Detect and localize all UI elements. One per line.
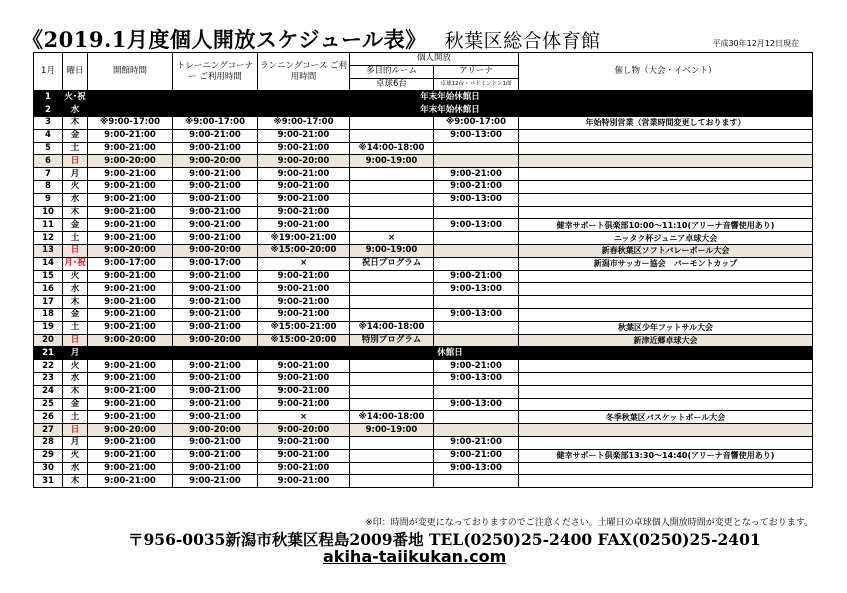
time-cell: 9:00-21:00	[173, 206, 258, 219]
event-cell	[519, 270, 813, 283]
time-cell: 9:00-19:00	[350, 424, 434, 437]
event-cell: 新潟市サッカー協会 バーモントカップ	[519, 257, 813, 270]
day-cell: 5	[34, 142, 63, 155]
table-row	[34, 206, 813, 219]
table-row	[34, 155, 813, 168]
time-cell	[350, 385, 434, 398]
table-row	[34, 91, 813, 104]
weekday-cell: 月	[63, 436, 88, 449]
time-cell: 9:00-17:00	[173, 257, 258, 270]
as-of-date: 平成30年12月12日現在	[712, 39, 799, 48]
day-cell: 1	[34, 91, 63, 104]
table-row	[34, 244, 813, 257]
day-cell: 22	[34, 360, 63, 373]
time-cell: ※9:00-17:00	[258, 116, 350, 129]
event-cell: 秋葉区少年フットサル大会	[519, 321, 813, 334]
table-row	[34, 475, 813, 488]
time-cell: 9:00-20:00	[88, 424, 173, 437]
event-cell: 新津近郷卓球大会	[519, 334, 813, 347]
day-cell: 26	[34, 411, 63, 424]
time-cell: 9:00-21:00	[258, 168, 350, 181]
time-cell: ※9:00-17:00	[88, 116, 173, 129]
table-row	[34, 385, 813, 398]
time-cell: 9:00-21:00	[88, 232, 173, 245]
event-cell: 年始特別営業（営業時間変更しております）	[519, 116, 813, 129]
time-cell: 9:00-19:00	[350, 155, 434, 168]
table-row	[34, 398, 813, 411]
table-row	[34, 257, 813, 270]
time-cell: 9:00-21:00	[258, 206, 350, 219]
time-cell: 9:00-21:00	[173, 219, 258, 232]
weekday-cell: 水	[63, 283, 88, 296]
time-cell: 9:00-21:00	[258, 296, 350, 309]
event-cell: 冬季秋葉区バスケットボール大会	[519, 411, 813, 424]
time-cell: 9:00-21:00	[173, 449, 258, 462]
time-cell: 9:00-13:00	[434, 129, 519, 142]
weekday-cell: 火	[63, 180, 88, 193]
event-cell	[519, 424, 813, 437]
col-arena: アリーナ	[434, 65, 519, 78]
time-cell: 特別プログラム	[350, 334, 434, 347]
schedule-body	[34, 91, 813, 488]
time-cell: 9:00-20:00	[88, 155, 173, 168]
day-cell: 19	[34, 321, 63, 334]
time-cell: 祝日プログラム	[350, 257, 434, 270]
time-cell: 9:00-20:00	[173, 155, 258, 168]
time-cell: 9:00-21:00	[88, 270, 173, 283]
day-cell: 15	[34, 270, 63, 283]
time-cell	[350, 398, 434, 411]
time-cell	[350, 372, 434, 385]
time-cell	[350, 449, 434, 462]
time-cell	[350, 308, 434, 321]
event-cell: 健幸サポート倶楽部10:00～11:10(アリーナ音響使用あり)	[519, 219, 813, 232]
time-cell	[350, 193, 434, 206]
time-cell: 9:00-21:00	[434, 168, 519, 181]
time-cell: 9:00-21:00	[434, 180, 519, 193]
time-cell: 9:00-21:00	[258, 462, 350, 475]
day-cell: 12	[34, 232, 63, 245]
time-cell: 9:00-21:00	[88, 219, 173, 232]
time-cell	[434, 334, 519, 347]
time-cell: 9:00-13:00	[434, 219, 519, 232]
event-cell	[519, 360, 813, 373]
weekday-cell: 日	[63, 424, 88, 437]
event-cell	[519, 462, 813, 475]
weekday-cell: 金	[63, 398, 88, 411]
time-cell: 9:00-20:00	[173, 244, 258, 257]
day-cell: 11	[34, 219, 63, 232]
time-cell: 9:00-21:00	[173, 296, 258, 309]
time-cell: 9:00-21:00	[258, 129, 350, 142]
time-cell: ※14:00-18:00	[350, 411, 434, 424]
day-cell: 31	[34, 475, 63, 488]
weekday-cell: 日	[63, 155, 88, 168]
time-cell: 9:00-21:00	[258, 219, 350, 232]
weekday-cell: 金	[63, 219, 88, 232]
weekday-cell: 木	[63, 296, 88, 309]
event-cell	[519, 475, 813, 488]
time-cell: 9:00-21:00	[88, 321, 173, 334]
weekday-cell: 月	[63, 347, 88, 360]
time-cell: ※14:00-18:00	[350, 321, 434, 334]
table-row	[34, 180, 813, 193]
time-cell: 9:00-21:00	[173, 180, 258, 193]
time-cell: 9:00-21:00	[173, 283, 258, 296]
time-cell: 9:00-21:00	[88, 129, 173, 142]
time-cell: 9:00-21:00	[88, 142, 173, 155]
weekday-cell: 木	[63, 385, 88, 398]
time-cell: 9:00-21:00	[88, 308, 173, 321]
table-row	[34, 219, 813, 232]
time-cell	[350, 296, 434, 309]
time-cell: 9:00-21:00	[88, 385, 173, 398]
weekday-cell: 土	[63, 232, 88, 245]
table-row	[34, 193, 813, 206]
time-cell	[434, 385, 519, 398]
event-cell	[519, 206, 813, 219]
time-cell: 9:00-13:00	[434, 398, 519, 411]
weekday-cell: 木	[63, 475, 88, 488]
weekday-cell: 水	[63, 193, 88, 206]
table-row	[34, 129, 813, 142]
event-cell	[519, 142, 813, 155]
time-cell: 9:00-21:00	[173, 436, 258, 449]
time-cell: ※9:00-17:00	[173, 116, 258, 129]
day-cell: 3	[34, 116, 63, 129]
col-month: 1月	[34, 53, 63, 91]
table-row	[34, 411, 813, 424]
time-cell: 9:00-21:00	[173, 232, 258, 245]
table-row	[34, 436, 813, 449]
event-cell	[519, 436, 813, 449]
day-cell: 14	[34, 257, 63, 270]
time-cell: 9:00-21:00	[258, 308, 350, 321]
col-arena-sub: 卓球12台・バドミントン1面	[434, 78, 519, 91]
time-cell: 9:00-21:00	[173, 360, 258, 373]
time-cell	[434, 475, 519, 488]
day-cell: 28	[34, 436, 63, 449]
time-cell: 9:00-13:00	[434, 193, 519, 206]
weekday-cell: 水	[63, 462, 88, 475]
time-cell: 9:00-21:00	[434, 270, 519, 283]
time-cell	[434, 296, 519, 309]
time-cell	[434, 411, 519, 424]
time-cell: 9:00-21:00	[258, 436, 350, 449]
time-cell: 9:00-21:00	[88, 360, 173, 373]
time-cell: 9:00-21:00	[88, 449, 173, 462]
time-cell: 9:00-21:00	[173, 142, 258, 155]
weekday-cell: 火	[63, 270, 88, 283]
time-cell: 9:00-21:00	[173, 372, 258, 385]
time-cell: ※15:00-21:00	[258, 321, 350, 334]
day-cell: 10	[34, 206, 63, 219]
time-cell: 9:00-20:00	[258, 424, 350, 437]
time-cell: 9:00-21:00	[258, 385, 350, 398]
time-cell	[434, 244, 519, 257]
event-cell	[519, 129, 813, 142]
time-cell: ×	[258, 257, 350, 270]
time-cell: 9:00-21:00	[173, 321, 258, 334]
day-cell: 9	[34, 193, 63, 206]
day-cell: 18	[34, 308, 63, 321]
time-cell	[434, 155, 519, 168]
event-cell	[519, 372, 813, 385]
time-cell: 9:00-21:00	[173, 475, 258, 488]
table-row	[34, 372, 813, 385]
time-cell: 9:00-21:00	[88, 283, 173, 296]
day-cell: 4	[34, 129, 63, 142]
time-cell: 9:00-20:00	[88, 244, 173, 257]
weekday-cell: 木	[63, 206, 88, 219]
day-cell: 13	[34, 244, 63, 257]
time-cell: 9:00-20:00	[173, 424, 258, 437]
day-cell: 21	[34, 347, 63, 360]
day-cell: 2	[34, 104, 63, 117]
time-cell: 9:00-21:00	[173, 462, 258, 475]
weekday-cell: 土	[63, 321, 88, 334]
event-cell	[519, 296, 813, 309]
event-cell: ニッタク杯ジュニア卓球大会	[519, 232, 813, 245]
time-cell: 9:00-21:00	[173, 385, 258, 398]
time-cell: ※9:00-17:00	[434, 116, 519, 129]
time-cell	[350, 168, 434, 181]
time-cell: 9:00-21:00	[88, 475, 173, 488]
time-cell: 9:00-21:00	[88, 398, 173, 411]
day-cell: 27	[34, 424, 63, 437]
day-cell: 17	[34, 296, 63, 309]
table-row	[34, 270, 813, 283]
table-row	[34, 308, 813, 321]
time-cell: 9:00-17:00	[88, 257, 173, 270]
event-cell	[519, 385, 813, 398]
time-cell	[434, 321, 519, 334]
time-cell: 9:00-21:00	[88, 436, 173, 449]
table-row	[34, 347, 813, 360]
time-cell: 9:00-21:00	[258, 193, 350, 206]
weekday-cell: 木	[63, 116, 88, 129]
weekday-cell: 火	[63, 360, 88, 373]
day-cell: 29	[34, 449, 63, 462]
venue-name: 秋葉区総合体育館	[444, 30, 601, 52]
time-cell: 9:00-21:00	[88, 462, 173, 475]
time-cell	[350, 436, 434, 449]
day-cell: 7	[34, 168, 63, 181]
col-running: ランニングコース ご利用時間	[258, 53, 350, 91]
col-multi-sub: 卓球6台	[350, 78, 434, 91]
time-cell: 9:00-21:00	[173, 398, 258, 411]
time-cell: 9:00-20:00	[173, 334, 258, 347]
time-cell	[350, 206, 434, 219]
weekday-cell: 月	[63, 168, 88, 181]
time-cell	[350, 360, 434, 373]
time-cell	[350, 475, 434, 488]
table-row	[34, 142, 813, 155]
weekday-cell: 日	[63, 244, 88, 257]
weekday-cell: 水	[63, 104, 88, 117]
page-title	[22, 24, 601, 54]
time-cell: 9:00-21:00	[173, 193, 258, 206]
time-cell: 9:00-21:00	[258, 283, 350, 296]
time-cell: 9:00-21:00	[173, 308, 258, 321]
time-cell: 9:00-21:00	[88, 411, 173, 424]
time-cell: 9:00-21:00	[434, 449, 519, 462]
time-cell: 9:00-21:00	[173, 168, 258, 181]
weekday-cell: 金	[63, 308, 88, 321]
time-cell	[350, 116, 434, 129]
table-row	[34, 232, 813, 245]
table-row	[34, 424, 813, 437]
table-row	[34, 296, 813, 309]
event-cell	[519, 180, 813, 193]
time-cell: 9:00-13:00	[434, 462, 519, 475]
time-cell: 9:00-21:00	[258, 449, 350, 462]
weekday-cell: 土	[63, 411, 88, 424]
time-cell	[350, 462, 434, 475]
closed-cell: 休館日	[88, 347, 813, 360]
time-cell: 9:00-21:00	[88, 372, 173, 385]
col-weekday: 曜日	[63, 53, 88, 91]
time-cell: ×	[350, 232, 434, 245]
weekday-cell: 火･祝	[64, 91, 86, 102]
time-cell: ※19:00-21:00	[258, 232, 350, 245]
weekday-cell: 水	[63, 372, 88, 385]
time-cell	[434, 232, 519, 245]
day-cell: 24	[34, 385, 63, 398]
time-cell: 9:00-20:00	[258, 155, 350, 168]
time-cell	[350, 219, 434, 232]
day-cell: 30	[34, 462, 63, 475]
col-open: 個人開放	[350, 53, 519, 66]
day-cell: 20	[34, 334, 63, 347]
day-cell: 6	[34, 155, 63, 168]
table-row	[34, 104, 813, 117]
time-cell: ※14:00-18:00	[350, 142, 434, 155]
time-cell: 9:00-21:00	[258, 475, 350, 488]
day-cell: 16	[34, 283, 63, 296]
table-row	[34, 321, 813, 334]
table-row	[34, 462, 813, 475]
weekday-cell: 月･祝	[64, 258, 86, 269]
time-cell: 9:00-21:00	[258, 270, 350, 283]
day-cell: 8	[34, 180, 63, 193]
schedule-table	[33, 52, 813, 488]
time-cell: 9:00-21:00	[88, 206, 173, 219]
time-cell: 9:00-21:00	[434, 436, 519, 449]
table-row	[34, 168, 813, 181]
table-row	[34, 360, 813, 373]
closed-cell: 年末年始休館日	[88, 104, 813, 117]
time-cell	[350, 180, 434, 193]
time-cell	[350, 283, 434, 296]
day-cell: 25	[34, 398, 63, 411]
time-cell	[350, 270, 434, 283]
time-cell: ※15:00-20:00	[258, 244, 350, 257]
address-line: 〒956-0035新潟市秋葉区程島2009番地 TEL(0250)25-2400 FAX(0250)25-2401	[128, 530, 761, 549]
time-cell: 9:00-13:00	[434, 308, 519, 321]
time-cell	[350, 129, 434, 142]
event-cell	[519, 193, 813, 206]
table-row	[34, 283, 813, 296]
event-cell	[519, 398, 813, 411]
col-events: 催し物（大会・イベント）	[519, 53, 813, 91]
time-cell: ※15:00-20:00	[258, 334, 350, 347]
time-cell: 9:00-13:00	[434, 283, 519, 296]
table-row	[34, 334, 813, 347]
time-cell: 9:00-21:00	[258, 142, 350, 155]
time-cell: ×	[258, 411, 350, 424]
time-cell: 9:00-20:00	[88, 334, 173, 347]
col-hours: 開館時間	[88, 53, 173, 91]
weekday-cell: 土	[63, 142, 88, 155]
time-cell: 9:00-21:00	[434, 360, 519, 373]
time-cell: 9:00-21:00	[258, 372, 350, 385]
time-cell: 9:00-21:00	[173, 270, 258, 283]
time-cell: 9:00-21:00	[88, 193, 173, 206]
time-cell: 9:00-21:00	[258, 398, 350, 411]
event-cell: 健幸サポート倶楽部13:30～14:40(アリーナ音響使用あり)	[519, 449, 813, 462]
time-cell: 9:00-21:00	[173, 129, 258, 142]
col-multi: 多目的ルーム	[350, 65, 434, 78]
col-training: トレーニングコーナー ご利用時間	[173, 53, 258, 91]
time-cell: 9:00-19:00	[350, 244, 434, 257]
time-cell	[434, 142, 519, 155]
time-cell: 9:00-21:00	[258, 360, 350, 373]
table-row	[34, 116, 813, 129]
time-cell: 9:00-21:00	[88, 168, 173, 181]
weekday-cell: 日	[63, 334, 88, 347]
event-cell	[519, 283, 813, 296]
weekday-cell: 火	[63, 449, 88, 462]
closed-cell: 年末年始休館日	[88, 91, 813, 104]
time-cell	[434, 206, 519, 219]
footnote: ※印：時間が変更になっておりますのでご注意ください。土曜日の卓球個人開放時間が変更となっております。	[365, 518, 813, 528]
day-cell: 23	[34, 372, 63, 385]
time-cell: 9:00-21:00	[173, 411, 258, 424]
table-row	[34, 449, 813, 462]
website-link[interactable]: akiha-taiikukan.com	[323, 547, 507, 566]
time-cell: 9:00-13:00	[434, 372, 519, 385]
schedule-title: 《2019.1月度個人開放スケジュール表》	[22, 27, 427, 52]
time-cell	[434, 257, 519, 270]
time-cell	[434, 424, 519, 437]
time-cell: 9:00-21:00	[88, 180, 173, 193]
time-cell: 9:00-21:00	[88, 296, 173, 309]
event-cell	[519, 155, 813, 168]
event-cell	[519, 308, 813, 321]
event-cell: 新春秋葉区ソフトバレーボール大会	[519, 244, 813, 257]
event-cell	[519, 168, 813, 181]
weekday-cell: 金	[63, 129, 88, 142]
time-cell: 9:00-21:00	[258, 180, 350, 193]
